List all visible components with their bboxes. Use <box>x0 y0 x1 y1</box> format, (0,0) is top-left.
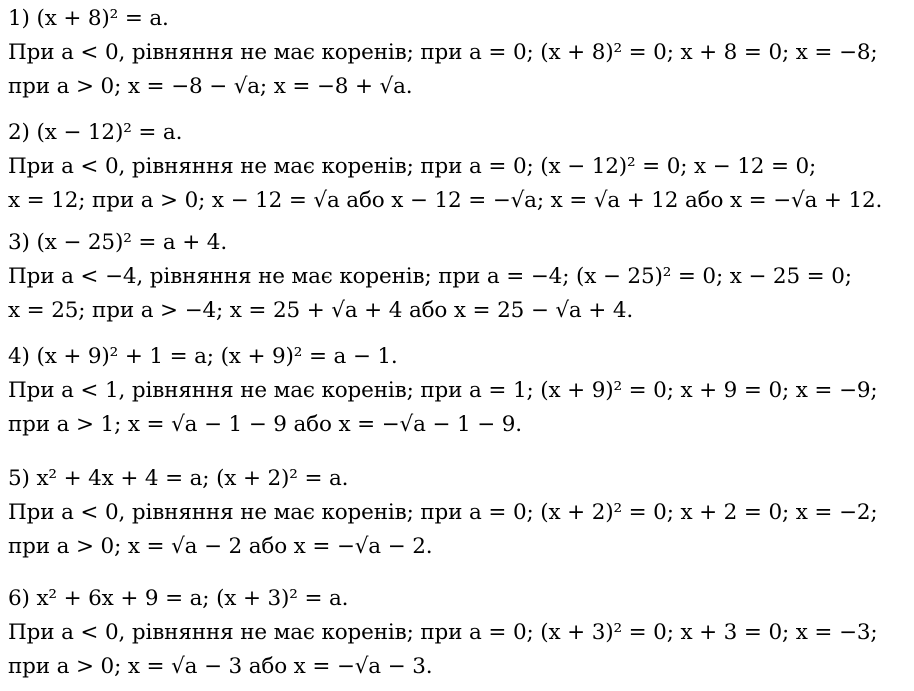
solution-5-case-positive: при a > 0; x = √a − 2 або x = −√a − 2. <box>8 534 433 559</box>
solutions-document <box>8 0 910 691</box>
solution-3-equation: 3) (x − 25)² = a + 4. <box>8 230 228 255</box>
solution-1-equation: 1) (x + 8)² = a. <box>8 6 169 31</box>
solution-6-case-nonpositive: При a < 0, рівняння не має коренів; при a = 0; (x + 3)² = 0; x + 3 = 0; x = −3; <box>8 620 878 645</box>
solution-4-case-nonpositive: При a < 1, рівняння не має коренів; при a = 1; (x + 9)² = 0; x + 9 = 0; x = −9; <box>8 378 878 403</box>
solution-2-equation: 2) (x − 12)² = a. <box>8 120 183 145</box>
solution-1-case-positive: при a > 0; x = −8 − √a; x = −8 + √a. <box>8 74 413 99</box>
solution-5-equation: 5) x² + 4x + 4 = a; (x + 2)² = a. <box>8 466 349 491</box>
solution-3-case-positive: x = 25; при a > −4; x = 25 + √a + 4 або x = 25 − √a + 4. <box>8 298 634 323</box>
solution-1-case-nonpositive: При a < 0, рівняння не має коренів; при a = 0; (x + 8)² = 0; x + 8 = 0; x = −8; <box>8 40 878 65</box>
solution-4-case-positive: при a > 1; x = √a − 1 − 9 або x = −√a − 1 − 9. <box>8 412 522 437</box>
solution-4-equation: 4) (x + 9)² + 1 = a; (x + 9)² = a − 1. <box>8 344 398 369</box>
solution-2-case-positive: x = 12; при a > 0; x − 12 = √a або x − 12 = −√a; x = √a + 12 або x = −√a + 12. <box>8 188 883 213</box>
solution-6-case-positive: при a > 0; x = √a − 3 або x = −√a − 3. <box>8 654 433 679</box>
solution-2-case-nonpositive: При a < 0, рівняння не має коренів; при a = 0; (x − 12)² = 0; x − 12 = 0; <box>8 154 817 179</box>
solution-3-case-nonpositive: При a < −4, рівняння не має коренів; при a = −4; (x − 25)² = 0; x − 25 = 0; <box>8 264 852 289</box>
solution-5-case-nonpositive: При a < 0, рівняння не має коренів; при a = 0; (x + 2)² = 0; x + 2 = 0; x = −2; <box>8 500 878 525</box>
solution-6-equation: 6) x² + 6x + 9 = a; (x + 3)² = a. <box>8 586 349 611</box>
